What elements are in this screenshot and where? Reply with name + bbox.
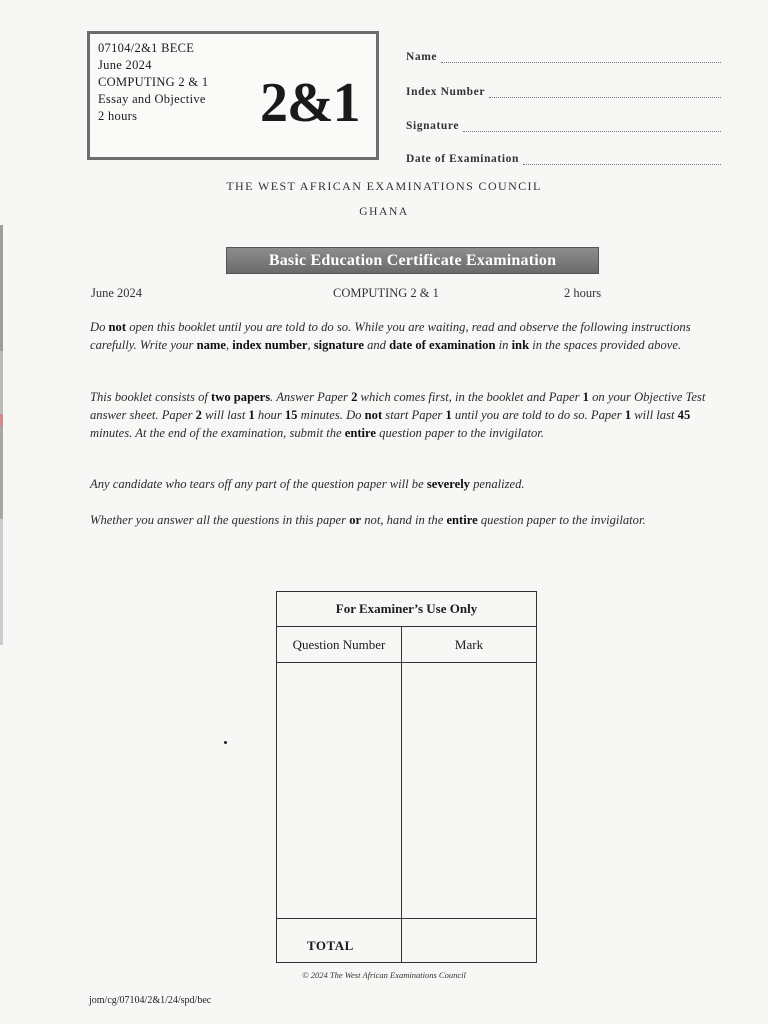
paper-code-lines (98, 40, 208, 125)
footer-code: jom/cg/07104/2&1/24/spd/bec (89, 995, 212, 1006)
index-number-line[interactable] (489, 88, 721, 98)
total-mark-cell[interactable] (402, 919, 536, 962)
examiner-table-title: For Examiner’s Use Only (277, 592, 536, 627)
question-number-header: Question Number (277, 627, 401, 663)
meta-date: June 2024 (91, 286, 143, 300)
instruction-paragraph-2: This booklet consists of two papers. Answer Paper 2 which comes first, in the booklet and Paper 1 on your Objective Test answer sheet. Paper 2 will last 1 hour 15 minutes. Do not start Paper 1 until you are told to do so. Paper 1 will last 45 minutes. At the end of the examination, submit the entire question paper to the invigilator. (90, 390, 706, 440)
name-line[interactable] (441, 53, 721, 63)
name-label: Name (406, 51, 438, 63)
index-number-label: Index Number (406, 86, 486, 98)
date-of-examination-line[interactable] (523, 155, 721, 165)
examiner-table (276, 591, 537, 963)
instruction-paragraph-4: Whether you answer all the questions in this paper or not, hand in the entire question paper to the invigilator. (90, 513, 646, 527)
council-name: THE WEST AFRICAN EXAMINATIONS COUNCIL (226, 179, 542, 193)
paper-type: Essay and Objective (98, 92, 206, 106)
signature-line[interactable] (463, 122, 721, 132)
meta-subject: COMPUTING 2 & 1 (333, 286, 439, 300)
copyright-notice: © 2024 The West African Examinations Council (302, 970, 466, 980)
paper-code: 07104/2&1 BECE (98, 41, 195, 55)
date-of-examination-label: Date of Examination (406, 153, 519, 165)
paper-code-box (87, 31, 379, 160)
mark-header: Mark (402, 627, 536, 663)
paper-subject: COMPUTING 2 & 1 (98, 75, 209, 89)
index-number-field[interactable] (406, 86, 721, 98)
signature-label: Signature (406, 120, 460, 132)
meta-duration: 2 hours (564, 286, 602, 300)
name-field[interactable] (406, 51, 721, 63)
instruction-paragraph-1: Do not open this booklet until you are told to do so. While you are waiting, read and observe the following instructions carefully. Write your name, index number, signature and date of examination in ink in the spaces provided above. (90, 320, 691, 352)
instruction-paragraph-3: Any candidate who tears off any part of the question paper will be severely penalized. (90, 477, 525, 491)
paper-big-code: 2&1 (260, 72, 360, 134)
paper-duration: 2 hours (98, 109, 138, 123)
date-of-examination-field[interactable] (406, 153, 721, 165)
total-label: TOTAL (307, 938, 354, 953)
exam-title-banner: Basic Education Certificate Examination (226, 247, 599, 274)
paper-date: June 2024 (98, 58, 152, 72)
column-divider (401, 627, 402, 963)
stray-mark (224, 741, 227, 744)
country-name: GHANA (359, 206, 409, 218)
scan-edge (0, 225, 3, 645)
signature-field[interactable] (406, 120, 721, 132)
